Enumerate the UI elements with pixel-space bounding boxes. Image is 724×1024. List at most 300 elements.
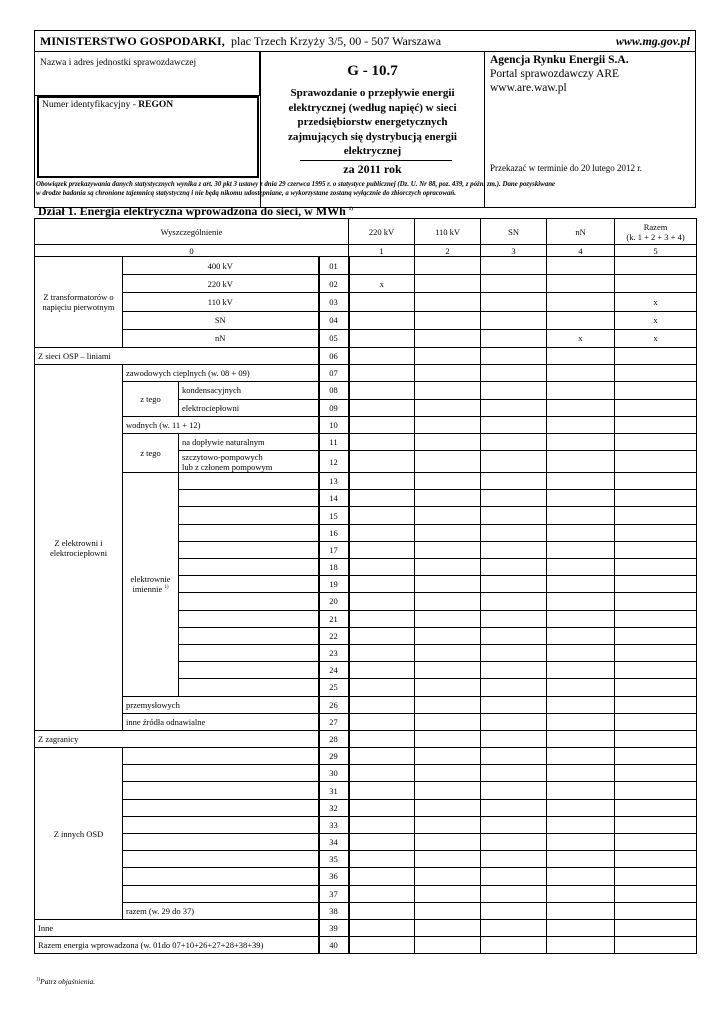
name-address-label: Nazwa i adres jednostki sprawozdawczej [40, 58, 197, 68]
value-cell[interactable] [615, 868, 697, 885]
plant-name-input[interactable] [179, 593, 319, 610]
value-cell[interactable] [349, 782, 415, 799]
row-number: 30 [319, 765, 349, 782]
value-cell[interactable] [349, 541, 415, 558]
column-number: 2 [415, 245, 481, 257]
row-number: 24 [319, 662, 349, 679]
value-cell[interactable] [547, 834, 615, 851]
value-cell[interactable] [547, 399, 615, 416]
value-cell[interactable] [349, 593, 415, 610]
value-cell[interactable] [415, 765, 481, 782]
value-cell[interactable] [547, 748, 615, 765]
value-cell[interactable] [547, 696, 615, 713]
value-cell[interactable] [349, 937, 415, 954]
value-cell[interactable] [615, 748, 697, 765]
value-cell[interactable] [481, 311, 547, 329]
table-row [35, 919, 697, 936]
value-cell[interactable] [547, 541, 615, 558]
plant-name-input[interactable] [179, 490, 319, 507]
value-cell[interactable] [615, 275, 697, 293]
value-cell[interactable] [481, 451, 547, 473]
value-cell[interactable] [349, 696, 415, 713]
value-cell[interactable] [481, 382, 547, 399]
value-cell[interactable] [415, 293, 481, 311]
value-cell[interactable] [349, 834, 415, 851]
value-cell[interactable] [415, 782, 481, 799]
value-cell[interactable] [415, 433, 481, 450]
value-cell[interactable] [547, 473, 615, 490]
value-cell[interactable] [481, 713, 547, 730]
value-cell[interactable] [481, 347, 547, 364]
value-cell[interactable] [349, 919, 415, 936]
value-cell[interactable] [481, 765, 547, 782]
value-cell[interactable] [615, 541, 697, 558]
plant-name-input[interactable] [179, 662, 319, 679]
row-number: 03 [319, 293, 349, 311]
value-cell[interactable] [349, 851, 415, 868]
row-number: 18 [319, 559, 349, 576]
form-title-line: zajmujących się dystrybucją energii [288, 130, 457, 143]
value-cell[interactable] [349, 399, 415, 416]
value-cell[interactable] [415, 730, 481, 747]
row-number: 16 [319, 524, 349, 541]
value-cell[interactable] [615, 696, 697, 713]
value-cell[interactable] [547, 937, 615, 954]
value-cell[interactable] [547, 416, 615, 433]
total-header-line: Razem [643, 221, 668, 232]
row-label: Z sieci OSP – liniami [35, 347, 319, 364]
value-cell[interactable] [481, 610, 547, 627]
osd-name-input[interactable] [123, 799, 319, 816]
plant-name-input[interactable] [179, 576, 319, 593]
value-cell[interactable] [415, 851, 481, 868]
value-cell[interactable] [481, 868, 547, 885]
value-cell[interactable] [547, 730, 615, 747]
value-cell[interactable] [615, 382, 697, 399]
table-row [35, 765, 697, 782]
not-applicable-mark: x [349, 275, 415, 293]
value-cell[interactable] [349, 473, 415, 490]
form-title-line: elektrycznej (według napięć) w sieci [288, 101, 457, 114]
row-label: inne źródła odnawialne [123, 713, 319, 730]
value-cell[interactable] [349, 559, 415, 576]
value-cell[interactable] [547, 382, 615, 399]
value-cell[interactable] [481, 799, 547, 816]
value-cell[interactable] [349, 730, 415, 747]
table-row [35, 329, 697, 347]
value-cell[interactable] [615, 713, 697, 730]
row-number: 06 [319, 347, 349, 364]
osd-name-input[interactable] [123, 765, 319, 782]
value-cell[interactable] [415, 451, 481, 473]
plant-name-input[interactable] [179, 559, 319, 576]
value-cell[interactable] [615, 559, 697, 576]
value-cell[interactable] [615, 627, 697, 644]
value-cell[interactable] [615, 524, 697, 541]
value-cell[interactable] [349, 748, 415, 765]
value-cell[interactable] [349, 507, 415, 524]
value-cell[interactable] [349, 347, 415, 364]
value-cell[interactable] [481, 937, 547, 954]
value-cell[interactable] [481, 433, 547, 450]
value-cell[interactable] [481, 816, 547, 833]
value-cell[interactable] [349, 365, 415, 382]
row-number: 01 [319, 257, 349, 275]
value-cell[interactable] [349, 868, 415, 885]
value-cell[interactable] [547, 559, 615, 576]
value-cell[interactable] [349, 416, 415, 433]
value-cell[interactable] [547, 851, 615, 868]
value-cell[interactable] [481, 524, 547, 541]
value-cell[interactable] [415, 627, 481, 644]
value-cell[interactable] [547, 365, 615, 382]
value-cell[interactable] [349, 885, 415, 902]
value-cell[interactable] [615, 399, 697, 416]
value-cell[interactable] [349, 311, 415, 329]
value-cell[interactable] [481, 730, 547, 747]
value-cell[interactable] [415, 365, 481, 382]
value-cell[interactable] [349, 627, 415, 644]
row-number: 14 [319, 490, 349, 507]
row-number: 07 [319, 365, 349, 382]
value-cell[interactable] [547, 451, 615, 473]
value-cell[interactable] [547, 576, 615, 593]
value-cell[interactable] [615, 644, 697, 661]
value-cell[interactable] [415, 416, 481, 433]
value-cell[interactable] [415, 937, 481, 954]
value-cell[interactable] [615, 816, 697, 833]
value-cell[interactable] [547, 275, 615, 293]
value-cell[interactable] [415, 610, 481, 627]
table-row [35, 433, 697, 450]
row-number: 11 [319, 433, 349, 450]
value-cell[interactable] [547, 919, 615, 936]
plant-name-input[interactable] [179, 524, 319, 541]
value-cell[interactable] [481, 593, 547, 610]
row-label: SN [123, 311, 319, 329]
row-number: 33 [319, 816, 349, 833]
row-number: 29 [319, 748, 349, 765]
value-cell[interactable] [415, 593, 481, 610]
value-cell[interactable] [547, 816, 615, 833]
value-cell[interactable] [547, 347, 615, 364]
value-cell[interactable] [481, 576, 547, 593]
value-cell[interactable] [481, 257, 547, 275]
ministry-name: MINISTERSTWO GOSPODARKI, [40, 34, 225, 48]
section-title: Dział 1. Energia elektryczna wprowadzona do sieci, w MWh $^{1)}$ [38, 204, 353, 218]
value-cell[interactable] [415, 559, 481, 576]
value-cell[interactable] [547, 662, 615, 679]
value-cell[interactable] [615, 919, 697, 936]
plant-name-input[interactable] [179, 627, 319, 644]
column-header: Wyszczególnienie [35, 219, 349, 245]
value-cell[interactable] [481, 559, 547, 576]
plant-name-input[interactable] [179, 610, 319, 627]
osd-name-input[interactable] [123, 816, 319, 833]
row-label [179, 451, 319, 473]
value-cell[interactable] [349, 382, 415, 399]
value-cell[interactable] [547, 679, 615, 696]
value-cell[interactable] [481, 644, 547, 661]
value-cell[interactable] [481, 275, 547, 293]
osd-name-input[interactable] [123, 782, 319, 799]
value-cell[interactable] [615, 937, 697, 954]
value-cell[interactable] [415, 696, 481, 713]
value-cell[interactable] [481, 490, 547, 507]
value-cell[interactable] [349, 329, 415, 347]
value-cell[interactable] [547, 902, 615, 919]
value-cell[interactable] [415, 816, 481, 833]
value-cell[interactable] [481, 851, 547, 868]
value-cell[interactable] [481, 293, 547, 311]
value-cell[interactable] [481, 365, 547, 382]
value-cell[interactable] [349, 679, 415, 696]
value-cell[interactable] [615, 576, 697, 593]
value-cell[interactable] [615, 851, 697, 868]
row-number: 17 [319, 541, 349, 558]
value-cell[interactable] [415, 885, 481, 902]
value-cell[interactable] [615, 347, 697, 364]
value-cell[interactable] [615, 416, 697, 433]
table-row [35, 748, 697, 765]
value-cell[interactable] [481, 399, 547, 416]
row-label: z tego [123, 433, 179, 472]
row-number: 04 [319, 311, 349, 329]
value-cell[interactable] [481, 748, 547, 765]
value-cell[interactable] [547, 293, 615, 311]
value-cell[interactable] [415, 919, 481, 936]
value-cell[interactable] [547, 257, 615, 275]
plant-name-input[interactable] [179, 679, 319, 696]
value-cell[interactable] [481, 329, 547, 347]
value-cell[interactable] [415, 275, 481, 293]
value-cell[interactable] [481, 782, 547, 799]
value-cell[interactable] [415, 473, 481, 490]
row-number: 35 [319, 851, 349, 868]
value-cell[interactable] [615, 834, 697, 851]
legal-note-line: Obowiązek przekazywania danych statystycznych wynika z art. 30 pkt 3 ustawy z dnia 29 czerwca 1995 r. o statystyce publicznej (Dz. U. Nr 88, poz. 439, z późn. zm.). Dane pozyskiwane [36, 181, 556, 188]
row-number: 02 [319, 275, 349, 293]
row-number: 22 [319, 627, 349, 644]
value-cell[interactable] [481, 541, 547, 558]
legal-note [36, 180, 698, 198]
value-cell[interactable] [415, 902, 481, 919]
value-cell[interactable] [615, 885, 697, 902]
value-cell[interactable] [547, 524, 615, 541]
value-cell[interactable] [349, 765, 415, 782]
value-cell[interactable] [615, 490, 697, 507]
value-cell[interactable] [547, 765, 615, 782]
value-cell[interactable] [615, 610, 697, 627]
value-cell[interactable] [349, 713, 415, 730]
value-cell[interactable] [481, 834, 547, 851]
plant-name-input[interactable] [179, 644, 319, 661]
value-cell[interactable] [547, 713, 615, 730]
value-cell[interactable] [481, 507, 547, 524]
value-cell[interactable] [615, 730, 697, 747]
value-cell[interactable] [415, 507, 481, 524]
row-number: 20 [319, 593, 349, 610]
value-cell[interactable] [547, 868, 615, 885]
osd-name-input[interactable] [123, 885, 319, 902]
value-cell[interactable] [615, 365, 697, 382]
value-cell[interactable] [547, 885, 615, 902]
value-cell[interactable] [615, 473, 697, 490]
value-cell[interactable] [415, 662, 481, 679]
value-cell[interactable] [547, 311, 615, 329]
value-cell[interactable] [615, 902, 697, 919]
value-cell[interactable] [481, 473, 547, 490]
table-row [35, 937, 697, 954]
value-cell[interactable] [615, 662, 697, 679]
value-cell[interactable] [481, 662, 547, 679]
column-number: 1 [349, 245, 415, 257]
value-cell[interactable] [415, 382, 481, 399]
table-row [35, 416, 697, 433]
total-header-line: (k. 1 + 2 + 3 + 4) [626, 231, 685, 242]
value-cell[interactable] [481, 919, 547, 936]
osd-name-input[interactable] [123, 851, 319, 868]
osd-name-input[interactable] [123, 868, 319, 885]
row-number: 36 [319, 868, 349, 885]
row-number: 23 [319, 644, 349, 661]
row-label: 400 kV [123, 257, 319, 275]
osd-name-input[interactable] [123, 748, 319, 765]
table-row [35, 696, 697, 713]
row-number: 26 [319, 696, 349, 713]
value-cell[interactable] [349, 902, 415, 919]
row-number: 25 [319, 679, 349, 696]
value-cell[interactable] [415, 576, 481, 593]
column-header-total [615, 219, 697, 245]
value-cell[interactable] [481, 885, 547, 902]
value-cell[interactable] [481, 696, 547, 713]
value-cell[interactable] [415, 541, 481, 558]
value-cell[interactable] [547, 507, 615, 524]
value-cell[interactable] [547, 593, 615, 610]
value-cell[interactable] [349, 490, 415, 507]
value-cell[interactable] [349, 257, 415, 275]
value-cell[interactable] [615, 257, 697, 275]
value-cell[interactable] [349, 816, 415, 833]
group-label: Z transformatorów o napięciu pierwotnym [35, 257, 123, 348]
pumped-line: szczytowo-pompowych [182, 451, 263, 462]
column-header: 220 kV [349, 219, 415, 245]
row-label: na dopływie naturalnym [179, 433, 319, 450]
value-cell[interactable] [415, 399, 481, 416]
value-cell[interactable] [415, 748, 481, 765]
plant-name-input[interactable] [179, 507, 319, 524]
table-row [35, 799, 697, 816]
value-cell[interactable] [547, 799, 615, 816]
value-cell[interactable] [615, 782, 697, 799]
row-number: 19 [319, 576, 349, 593]
value-cell[interactable] [547, 782, 615, 799]
value-cell[interactable] [415, 868, 481, 885]
not-applicable-mark: x [547, 329, 615, 347]
value-cell[interactable] [349, 524, 415, 541]
value-cell[interactable] [415, 679, 481, 696]
table-row [35, 257, 697, 275]
row-label: Z zagranicy [35, 730, 319, 747]
ministry-website: www.mg.gov.pl [615, 34, 690, 48]
plant-name-input[interactable] [179, 541, 319, 558]
row-number: 08 [319, 382, 349, 399]
row-number: 15 [319, 507, 349, 524]
row-label: 220 kV [123, 275, 319, 293]
table-row [35, 782, 697, 799]
value-cell[interactable] [349, 644, 415, 661]
row-label: 110 kV [123, 293, 319, 311]
value-cell[interactable] [415, 347, 481, 364]
value-cell[interactable] [349, 451, 415, 473]
plant-name-input[interactable] [179, 473, 319, 490]
value-cell[interactable] [415, 713, 481, 730]
value-cell[interactable] [349, 799, 415, 816]
form-title-line: Sprawozdanie o przepływie energii [290, 87, 455, 99]
value-cell[interactable] [481, 902, 547, 919]
value-cell[interactable] [415, 799, 481, 816]
value-cell[interactable] [415, 644, 481, 661]
row-number: 38 [319, 902, 349, 919]
value-cell[interactable] [615, 433, 697, 450]
value-cell[interactable] [615, 765, 697, 782]
table-row [35, 834, 697, 851]
section-footnote-mark: 1) [348, 207, 353, 212]
value-cell[interactable] [349, 433, 415, 450]
osd-name-input[interactable] [123, 834, 319, 851]
value-cell[interactable] [349, 576, 415, 593]
value-cell[interactable] [547, 490, 615, 507]
form-title-line: przedsiębiorstw energetycznych [297, 116, 448, 128]
value-cell[interactable] [481, 416, 547, 433]
value-cell[interactable] [615, 679, 697, 696]
value-cell[interactable] [415, 329, 481, 347]
value-cell[interactable] [547, 433, 615, 450]
value-cell[interactable] [415, 490, 481, 507]
value-cell[interactable] [415, 257, 481, 275]
value-cell[interactable] [415, 311, 481, 329]
form-title [260, 86, 485, 159]
row-number: 09 [319, 399, 349, 416]
column-number: 0 [35, 245, 349, 257]
not-applicable-mark: x [615, 329, 697, 347]
value-cell[interactable] [481, 679, 547, 696]
value-cell[interactable] [547, 644, 615, 661]
row-label [123, 473, 179, 696]
value-cell[interactable] [547, 627, 615, 644]
agency-name: Agencja Rynku Energii S.A. [490, 54, 629, 66]
value-cell[interactable] [415, 524, 481, 541]
table-row [35, 382, 697, 399]
row-label: wodnych (w. 11 + 12) [123, 416, 319, 433]
value-cell[interactable] [615, 507, 697, 524]
value-cell[interactable] [615, 593, 697, 610]
value-cell[interactable] [349, 610, 415, 627]
wind-line: elektrownie [130, 574, 171, 585]
value-cell[interactable] [481, 627, 547, 644]
ministry-address: plac Trzech Krzyży 3/5, 00 - 507 Warszawa [231, 34, 442, 48]
row-number: 34 [319, 834, 349, 851]
value-cell[interactable] [615, 799, 697, 816]
value-cell[interactable] [415, 834, 481, 851]
table-row [35, 902, 697, 919]
value-cell[interactable] [349, 662, 415, 679]
value-cell[interactable] [349, 293, 415, 311]
row-label: z tego [123, 382, 179, 416]
value-cell[interactable] [547, 610, 615, 627]
value-cell[interactable] [615, 451, 697, 473]
